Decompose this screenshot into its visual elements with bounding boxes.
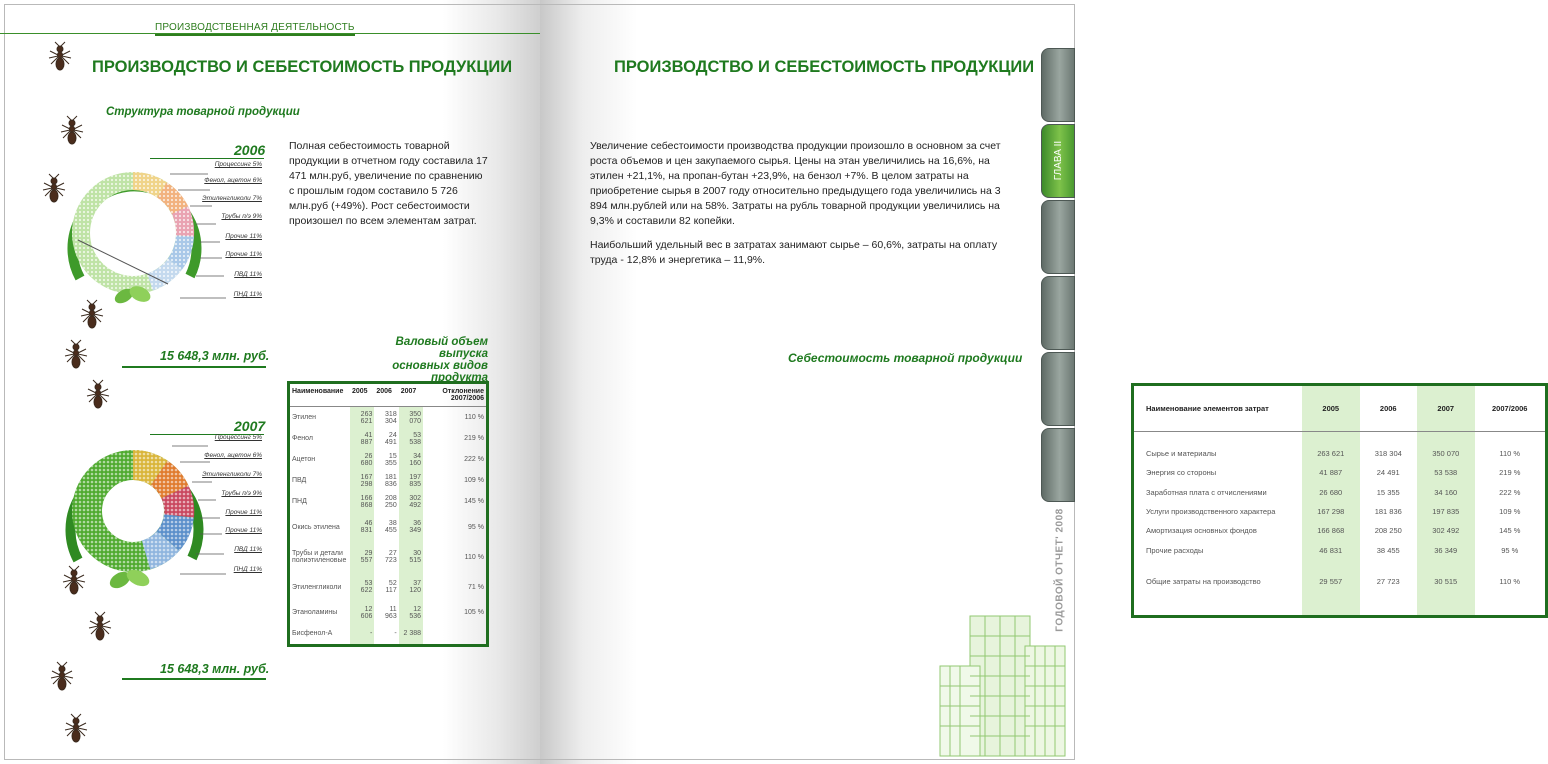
table-cell: 197 835	[1417, 502, 1475, 521]
page-heading: ПРОИЗВОДСТВО И СЕБЕСТОИМОСТЬ ПРОДУКЦИИ	[92, 58, 513, 76]
column-header: 2007	[1417, 385, 1475, 432]
table-cell: 318 304	[385, 410, 397, 425]
table-cell: 167 298	[350, 470, 374, 491]
tab-1[interactable]	[1041, 48, 1075, 122]
table-cell: 166 868	[1302, 521, 1360, 540]
cost-increase-paragraph: Увеличение себестоимости производства продукции произошло в основном за счет роста объемов и цен закупаемого сырья. Цены на этан увеличились на 16,6%, на этилен +21,1%, на пропан-бутан +23,9%, на бензол +7%. В целом затраты на приобретение сырья в 2007 году относительно предыдущего года увеличились на 3 894 млн.рублей или на 58%. Затраты на рубль товарной продукции увеличились на 9,3% и составили 82 копейки.	[590, 140, 1001, 227]
table-cell: 110 %	[464, 414, 484, 421]
column-header: 2006	[374, 383, 398, 407]
legend-item: ПВД 11%	[234, 271, 262, 278]
table-cell: Амортизация основных фондов	[1146, 526, 1257, 536]
table-cell: 12 536	[399, 602, 423, 623]
table-row	[1133, 463, 1547, 482]
table-cell: 46 831	[350, 512, 374, 542]
table-cell: 2 388	[399, 623, 423, 646]
table-cell: 263 621	[1302, 444, 1360, 463]
table-cell: 105 %	[464, 609, 484, 616]
column-header: 2005	[1302, 385, 1360, 432]
filler-row	[1133, 591, 1547, 617]
table-cell: Фенол	[292, 435, 313, 442]
table-cell: 318 304	[1374, 449, 1402, 459]
table-row	[289, 407, 488, 429]
spacer-cell	[1475, 560, 1547, 572]
year-2007-label: 2007	[234, 418, 266, 434]
table-cell: 166 868	[350, 491, 374, 512]
spacer-cell	[1302, 560, 1360, 572]
table-cell: Сырье и материалы	[1146, 449, 1217, 459]
table-row	[289, 623, 488, 646]
page-heading: ПРОИЗВОДСТВО И СЕБЕСТОИМОСТЬ ПРОДУКЦИИ	[614, 58, 1035, 76]
table-cell: Этиленгликоли	[292, 583, 342, 591]
gross-title-line1: Валовый объем выпуска	[395, 336, 488, 360]
table-cell: 37 120	[399, 572, 423, 602]
table-cell: -	[394, 630, 397, 637]
cost-table	[1131, 383, 1548, 618]
table-cell: 27 723	[385, 550, 397, 564]
table-cell: Трубы и детали полиэтиленовые	[292, 550, 347, 564]
table-cell: 36 349	[399, 512, 423, 542]
table-cell: Окись этилена	[292, 523, 340, 531]
table-cell: 52 117	[385, 580, 397, 594]
table-cell: 145 %	[464, 498, 484, 505]
legend-item: Прочие 11%	[225, 251, 262, 258]
table-cell: Этилен	[292, 414, 316, 421]
total-2006: 15 648,3 млн. руб.	[160, 349, 270, 363]
column-header: 2007	[399, 383, 423, 407]
table-row	[1133, 502, 1547, 521]
table-cell: Услуги производственного характера	[1146, 507, 1276, 517]
tab-5[interactable]	[1041, 352, 1075, 426]
table-header-row	[1133, 385, 1547, 432]
filler-cell	[1360, 591, 1418, 617]
ant-icon	[84, 612, 116, 642]
table-cell: 350 070	[1417, 444, 1475, 463]
table-cell: Энергия со стороны	[1146, 468, 1217, 478]
table-row	[289, 542, 488, 572]
table-cell: 208 250	[385, 494, 397, 509]
spacer-row	[1133, 432, 1547, 445]
spacer-cell	[1133, 560, 1303, 572]
table-cell: Бисфенол-А	[292, 630, 333, 637]
table-cell: 109 %	[464, 477, 484, 484]
total-2007-rule	[122, 678, 266, 680]
column-header: Наименование элементов затрат	[1133, 385, 1303, 432]
gross-title	[346, 336, 488, 384]
legend-leaders-2006	[160, 160, 270, 310]
structure-title: Структура товарной продукции	[106, 106, 300, 118]
table-cell: 30 515	[399, 542, 423, 572]
table-cell: 263 621	[350, 407, 374, 429]
legend-item: ПНД 11%	[233, 566, 262, 573]
table-cell: 222 %	[464, 456, 484, 463]
table-cell: 302 492	[399, 491, 423, 512]
table-cell: 110 %	[464, 553, 484, 561]
table-row	[1133, 444, 1547, 463]
table-cell: 110 %	[1499, 576, 1521, 586]
legend-item: Прочие 11%	[225, 509, 262, 516]
column-header: 2007/2006	[1475, 385, 1547, 432]
legend-item: Прочие 11%	[225, 233, 262, 240]
filler-cell	[1417, 591, 1475, 617]
table-cell: 41 887	[1302, 463, 1360, 482]
table-cell: 46 831	[1302, 540, 1360, 559]
table-cell: 145 %	[1499, 526, 1521, 536]
table-cell: 197 835	[399, 470, 423, 491]
table-cell: -	[350, 623, 374, 646]
tab-3[interactable]	[1041, 200, 1075, 274]
table-cell: 208 250	[1374, 526, 1402, 536]
column-header: 2006	[1360, 385, 1418, 432]
table-cell: 109 %	[1499, 507, 1521, 517]
table-cell: 110 %	[1499, 449, 1521, 459]
table-cell: 222 %	[1499, 487, 1521, 497]
spacer-row	[1133, 560, 1547, 572]
spacer-cell	[1417, 432, 1475, 445]
ant-icon	[60, 340, 92, 370]
table-cell: 167 298	[1302, 502, 1360, 521]
filler-cell	[1475, 591, 1547, 617]
table-cell: Заработная плата с отчислениями	[1146, 487, 1267, 497]
right-page	[540, 0, 1528, 764]
table-cell: 30 515	[1417, 572, 1475, 591]
legend-item: ПВД 11%	[234, 546, 262, 553]
spacer-cell	[1360, 432, 1418, 445]
table-row	[289, 449, 488, 470]
cost-paragraph: Полная себестоимость товарной продукции в отчетном году составила 17 471 млн.руб, увеличение по сравнению с прошлым годом составило 5 726 млн.руб (+49%). Рост себестоимости произошел по всем элементам затрат.	[289, 140, 488, 227]
table-cell: 53 538	[1417, 463, 1475, 482]
legend-item: Процессинг 5%	[214, 434, 262, 441]
table-cell: 26 680	[350, 449, 374, 470]
legend-item: Процессинг 5%	[214, 161, 262, 168]
table-cell: Прочие расходы	[1146, 545, 1204, 555]
table-cell: 350 070	[399, 407, 423, 429]
filler-cell	[1133, 591, 1303, 617]
ant-icon	[46, 662, 78, 692]
table-cell: 24 491	[385, 431, 397, 446]
table-row	[1133, 521, 1547, 540]
gross-title-line2: основных видов продукта	[392, 360, 488, 384]
table-cell: 34 160	[399, 449, 423, 470]
ant-icon	[44, 42, 76, 72]
table-cell: 15 355	[385, 452, 397, 467]
spacer-cell	[1360, 560, 1418, 572]
table-header-row	[289, 383, 488, 407]
spacer-cell	[1302, 432, 1360, 445]
column-header: Наименование	[289, 383, 351, 407]
annual-report-text: ГОДОВОЙ ОТЧЕТ' 2008	[1054, 508, 1066, 632]
table-cell: 29 557	[350, 542, 374, 572]
table-cell: 181 836	[385, 473, 397, 488]
tab-chapter-2[interactable]	[1041, 124, 1075, 198]
table-cell: Общие затраты на производство	[1146, 576, 1261, 586]
legend-item: Этиленгликоли 7%	[202, 195, 262, 202]
table-cell: 95 %	[1501, 545, 1519, 555]
spacer-cell	[1417, 560, 1475, 572]
left-page	[0, 0, 540, 764]
ant-icon	[60, 714, 92, 744]
table-row	[289, 572, 488, 602]
legend-item: Прочие 11%	[225, 527, 262, 534]
legend-item: Трубы п/э 9%	[221, 213, 262, 220]
table-cell: 53 538	[399, 428, 423, 449]
table-row	[289, 428, 488, 449]
total-2006-rule	[122, 366, 266, 368]
table-row	[289, 470, 488, 491]
table-row	[1133, 540, 1547, 559]
table-cell: 302 492	[1417, 521, 1475, 540]
column-header: Отклонение 2007/2006	[423, 383, 487, 407]
table-cell	[423, 623, 487, 646]
section-title: ПРОИЗВОДСТВЕННАЯ ДЕЯТЕЛЬНОСТЬ	[155, 22, 355, 36]
table-cell: ПНД	[292, 498, 307, 505]
legend-item: Фенол, ацетон 6%	[204, 452, 262, 459]
table-cell: 219 %	[464, 435, 484, 442]
table-cell: 26 680	[1302, 483, 1360, 502]
legend-leaders-2007	[160, 436, 270, 586]
table-row	[1133, 572, 1547, 591]
legend-item: Фенол, ацетон 6%	[204, 177, 262, 184]
table-row	[289, 602, 488, 623]
total-2007: 15 648,3 млн. руб.	[160, 662, 270, 676]
table-cell: 95 %	[468, 523, 484, 531]
table-cell: 181 836	[1374, 507, 1402, 517]
year-2006-label: 2006	[234, 142, 266, 158]
table-cell: 24 491	[1376, 468, 1400, 478]
tab-4[interactable]	[1041, 276, 1075, 350]
spacer-cell	[1475, 432, 1547, 445]
table-cell: 12 606	[350, 602, 374, 623]
spacer-cell	[1133, 432, 1303, 445]
building-illustration	[930, 596, 1070, 756]
table-cell: Этаноламины	[292, 609, 338, 616]
table-cell: 15 355	[1376, 487, 1400, 497]
table-cell: Ацетон	[292, 456, 316, 463]
table-cell: 36 349	[1417, 540, 1475, 559]
ant-icon	[56, 116, 88, 146]
legend-item: Трубы п/э 9%	[221, 490, 262, 497]
table-cell: 53 622	[350, 572, 374, 602]
table-row	[1133, 483, 1547, 502]
cost-title: Себестоимость товарной продукции	[788, 351, 1023, 365]
filler-cell	[1302, 591, 1360, 617]
tab-6[interactable]	[1041, 428, 1075, 502]
legend-item: ПНД 11%	[233, 291, 262, 298]
table-cell: 38 455	[385, 520, 397, 534]
table-cell: 219 %	[1499, 468, 1521, 478]
column-header: 2005	[350, 383, 374, 407]
table-cell: 29 557	[1302, 572, 1360, 591]
table-cell: 71 %	[468, 583, 484, 591]
table-row	[289, 512, 488, 542]
cost-share-paragraph: Наибольший удельный вес в затратах занимают сырье – 60,6%, затраты на оплату труда - 12,8% и энергетика – 11,9%.	[590, 239, 998, 266]
table-cell: 41 887	[350, 428, 374, 449]
table-cell: ПВД	[292, 477, 307, 484]
table-row	[289, 491, 488, 512]
table-cell: 38 455	[1376, 545, 1400, 555]
ant-icon	[82, 380, 114, 410]
table-cell: 11 963	[385, 605, 397, 620]
chapter-tab-label: ГЛАВА II	[1052, 140, 1064, 181]
table-cell: 27 723	[1376, 576, 1400, 586]
table-cell: 34 160	[1417, 483, 1475, 502]
legend-item: Этиленгликоли 7%	[202, 471, 262, 478]
gross-volume-table	[287, 381, 489, 647]
